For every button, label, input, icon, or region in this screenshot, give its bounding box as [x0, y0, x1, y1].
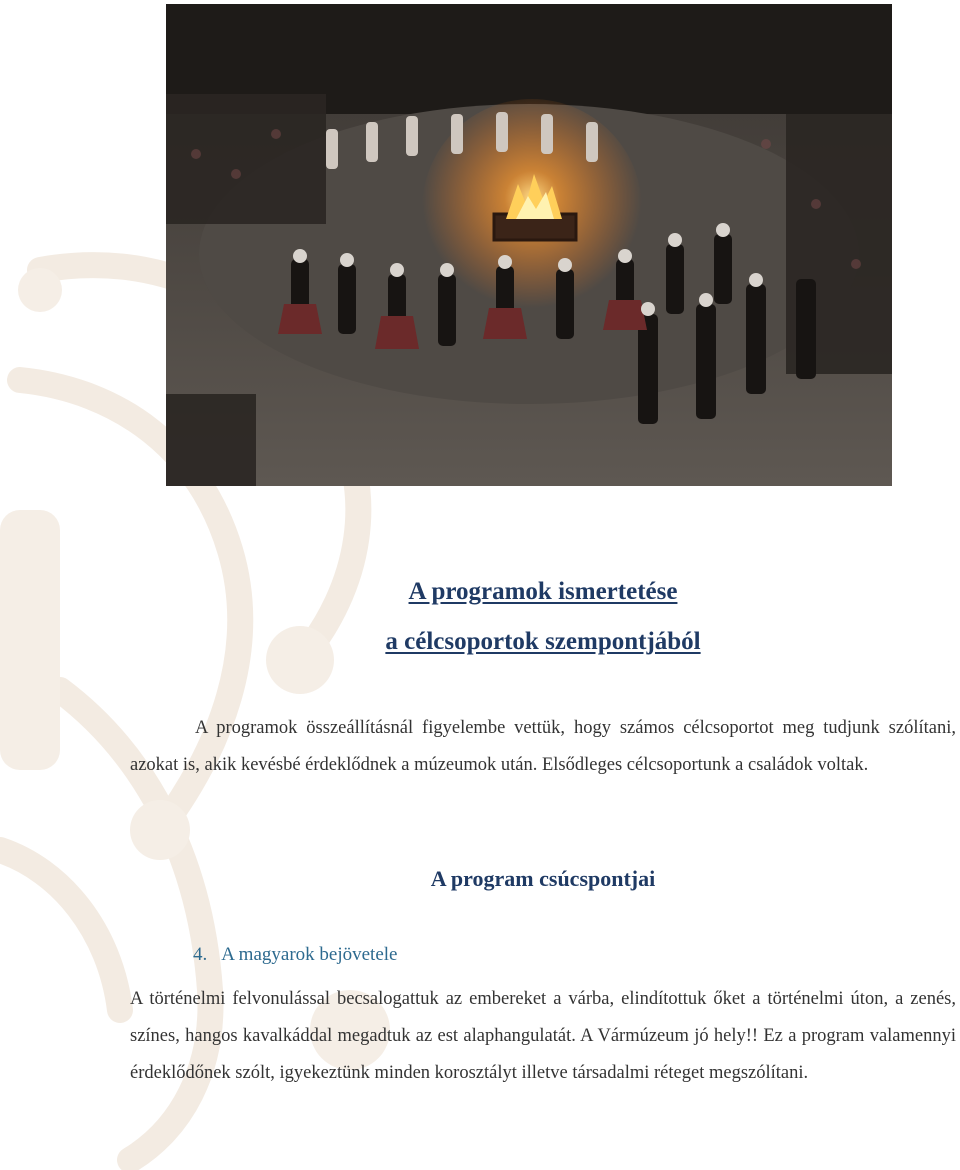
list-item-text: A magyarok bejövetele	[221, 944, 398, 965]
body-paragraph: A történelmi felvonulással becsalogattuk az embereket a várba, elindítottuk őket a történelmi úton, a zenés, színes, hangos kavalkáddal megadtuk az est alaphangulatát. A Vármúzeum jó hely!! Ez a program valamennyi érdeklődőnek szólt, igyekeztünk minden korosztályt illetve társadalmi réteget megszólítani.	[130, 989, 956, 1083]
page-title-line2: a célcsoportok szempontjából	[385, 628, 701, 655]
section-title: A program csúcspontjai	[430, 866, 656, 891]
bonfire-dance-photo	[166, 4, 892, 486]
numbered-list-item	[193, 944, 397, 966]
intro-paragraph: A programok összeállításnál figyelembe vettük, hogy számos célcsoportot meg tudjunk szólítani, azokat is, akik kevésbé érdeklődnek a múzeumok után. Elsődleges célcsoportunk a családok voltak.	[130, 718, 956, 775]
page-title-line1: A programok ismertetése	[408, 578, 678, 605]
photo-illustration	[166, 4, 892, 486]
list-item-number: 4.	[193, 944, 208, 965]
